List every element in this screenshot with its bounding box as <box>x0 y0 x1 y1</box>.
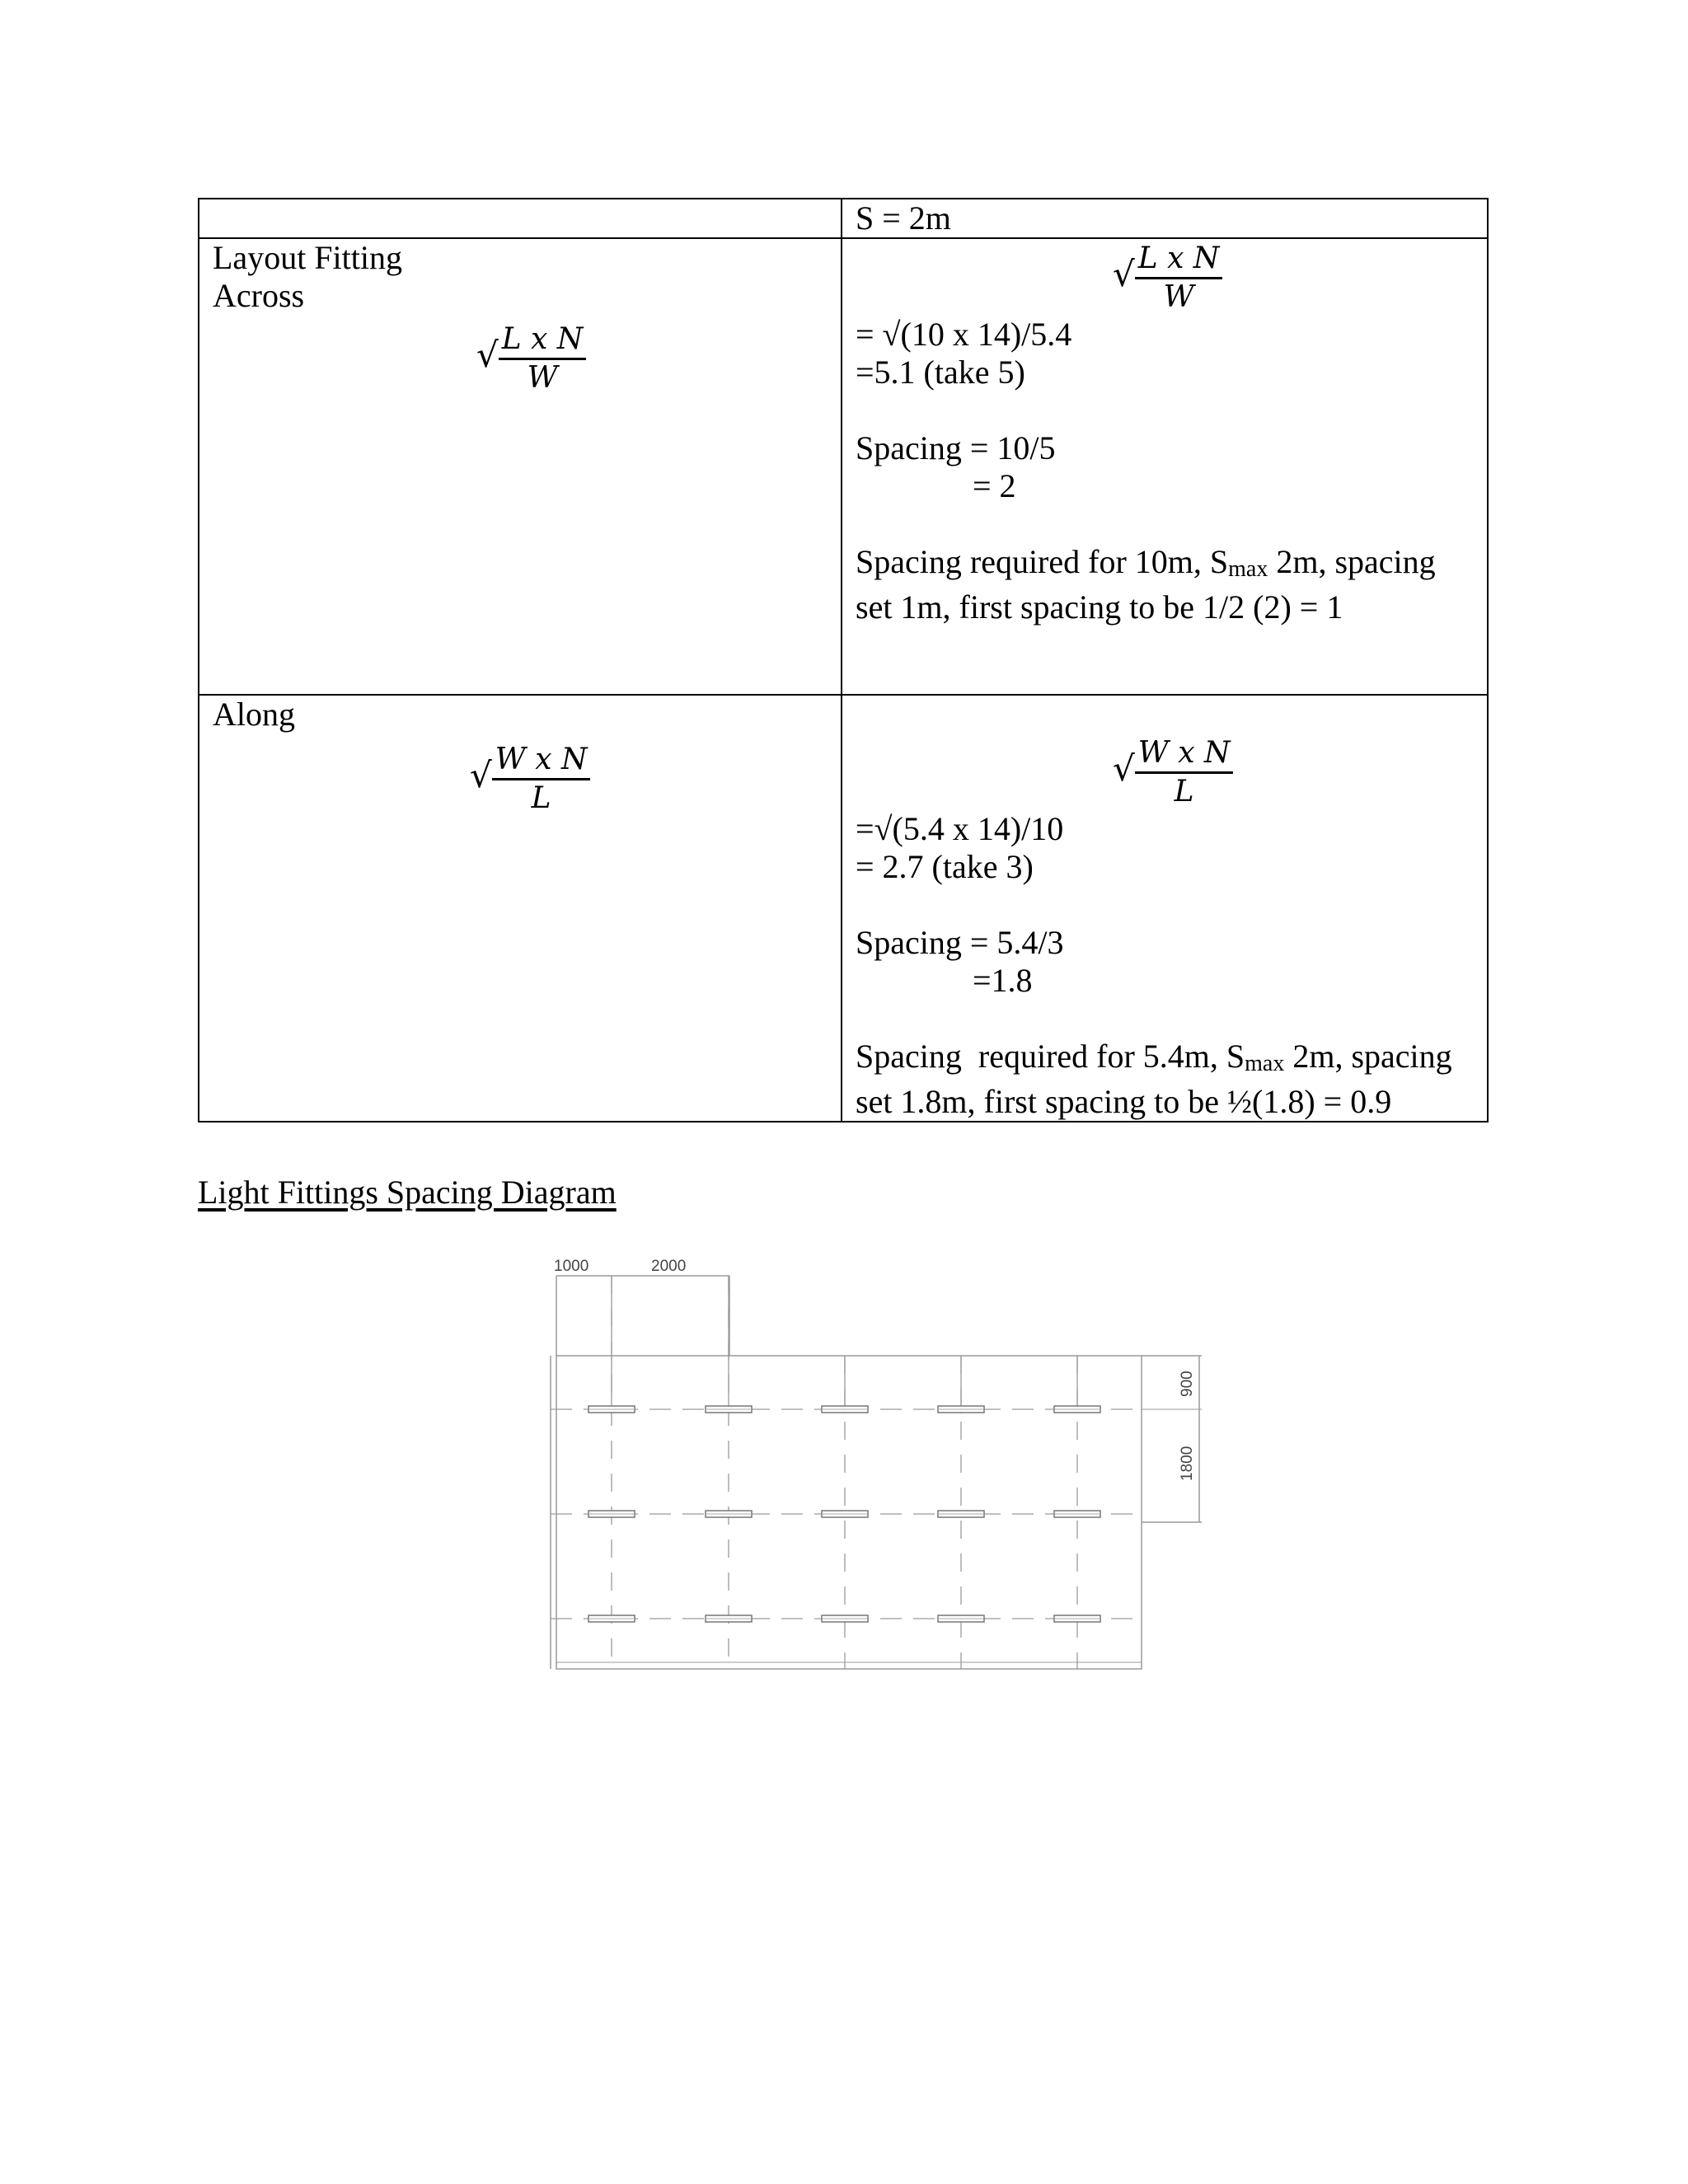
along-requirement-line2: set 1.8m, first spacing to be ½(1.8) = 0.9 <box>856 1083 1392 1120</box>
across-calc-line1: = √(10 x 14)/5.4 <box>856 316 1072 353</box>
across-spacing-line2: = 2 <box>973 467 1016 504</box>
dim-label-spacing-y: 1800 <box>1179 1446 1196 1481</box>
light-fittings-spacing-diagram <box>528 1253 1220 1681</box>
radical-sign: √ <box>470 755 492 795</box>
header-left-cell <box>199 199 842 238</box>
across-spacing-line1: Spacing = 10/5 <box>856 429 1056 466</box>
along-formula-repeat <box>1113 735 1233 810</box>
along-label: Along <box>213 696 295 733</box>
formula-denominator: L <box>1174 775 1194 808</box>
formula-numerator: L x N <box>1137 241 1220 275</box>
across-requirement-line2: set 1m, first spacing to be 1/2 (2) = 1 <box>856 588 1343 626</box>
across-formula <box>476 321 586 396</box>
along-spacing-line1: Spacing = 5.4/3 <box>856 924 1064 961</box>
across-requirement-line1: Spacing required for 10m, $S_{max}$ 2m, spacing <box>856 543 1436 582</box>
formula-numerator: W x N <box>1137 736 1231 770</box>
radical-sign: √ <box>476 335 499 375</box>
across-label-line1: Layout Fitting <box>213 239 402 276</box>
dim-label-first-x: 1000 <box>554 1258 589 1275</box>
across-label-line2: Across <box>213 277 305 314</box>
spacing-max-value: S = 2m <box>856 199 951 237</box>
across-label-cell <box>199 238 842 695</box>
along-calc-line2: = 2.7 (take 3) <box>856 848 1034 885</box>
along-spacing-line2: =1.8 <box>973 962 1033 999</box>
s-max-subscript: max <box>1245 1051 1285 1076</box>
table-header-row <box>199 199 1488 238</box>
header-right-cell <box>842 199 1488 238</box>
dim-label-first-y: 900 <box>1179 1371 1196 1397</box>
across-formula-repeat <box>1113 241 1222 316</box>
across-calc-cell <box>842 238 1488 695</box>
along-row <box>199 695 1488 1122</box>
formula-numerator: L x N <box>501 322 584 356</box>
formula-denominator: W <box>527 361 558 395</box>
along-requirement-line1: Spacing required for 5.4m, $S_{max}$ 2m, spacing <box>856 1038 1452 1076</box>
along-calc-cell <box>842 695 1488 1122</box>
formula-denominator: W <box>1163 280 1194 314</box>
radical-sign: √ <box>1113 254 1135 294</box>
dim-label-spacing-x: 2000 <box>651 1258 687 1275</box>
formula-numerator: W x N <box>495 743 588 776</box>
radical-sign: √ <box>1113 748 1135 789</box>
across-calc-line2: =5.1 (take 5) <box>856 354 1025 391</box>
along-label-cell <box>199 695 842 1122</box>
along-formula <box>470 742 590 817</box>
formula-denominator: L <box>531 781 551 815</box>
s-max-subscript: max <box>1228 556 1268 582</box>
along-calc-line1: =√(5.4 x 14)/10 <box>856 810 1064 847</box>
across-row <box>199 238 1488 695</box>
calculation-table <box>198 198 1489 1122</box>
diagram-title: Light Fittings Spacing Diagram <box>198 1174 617 1211</box>
